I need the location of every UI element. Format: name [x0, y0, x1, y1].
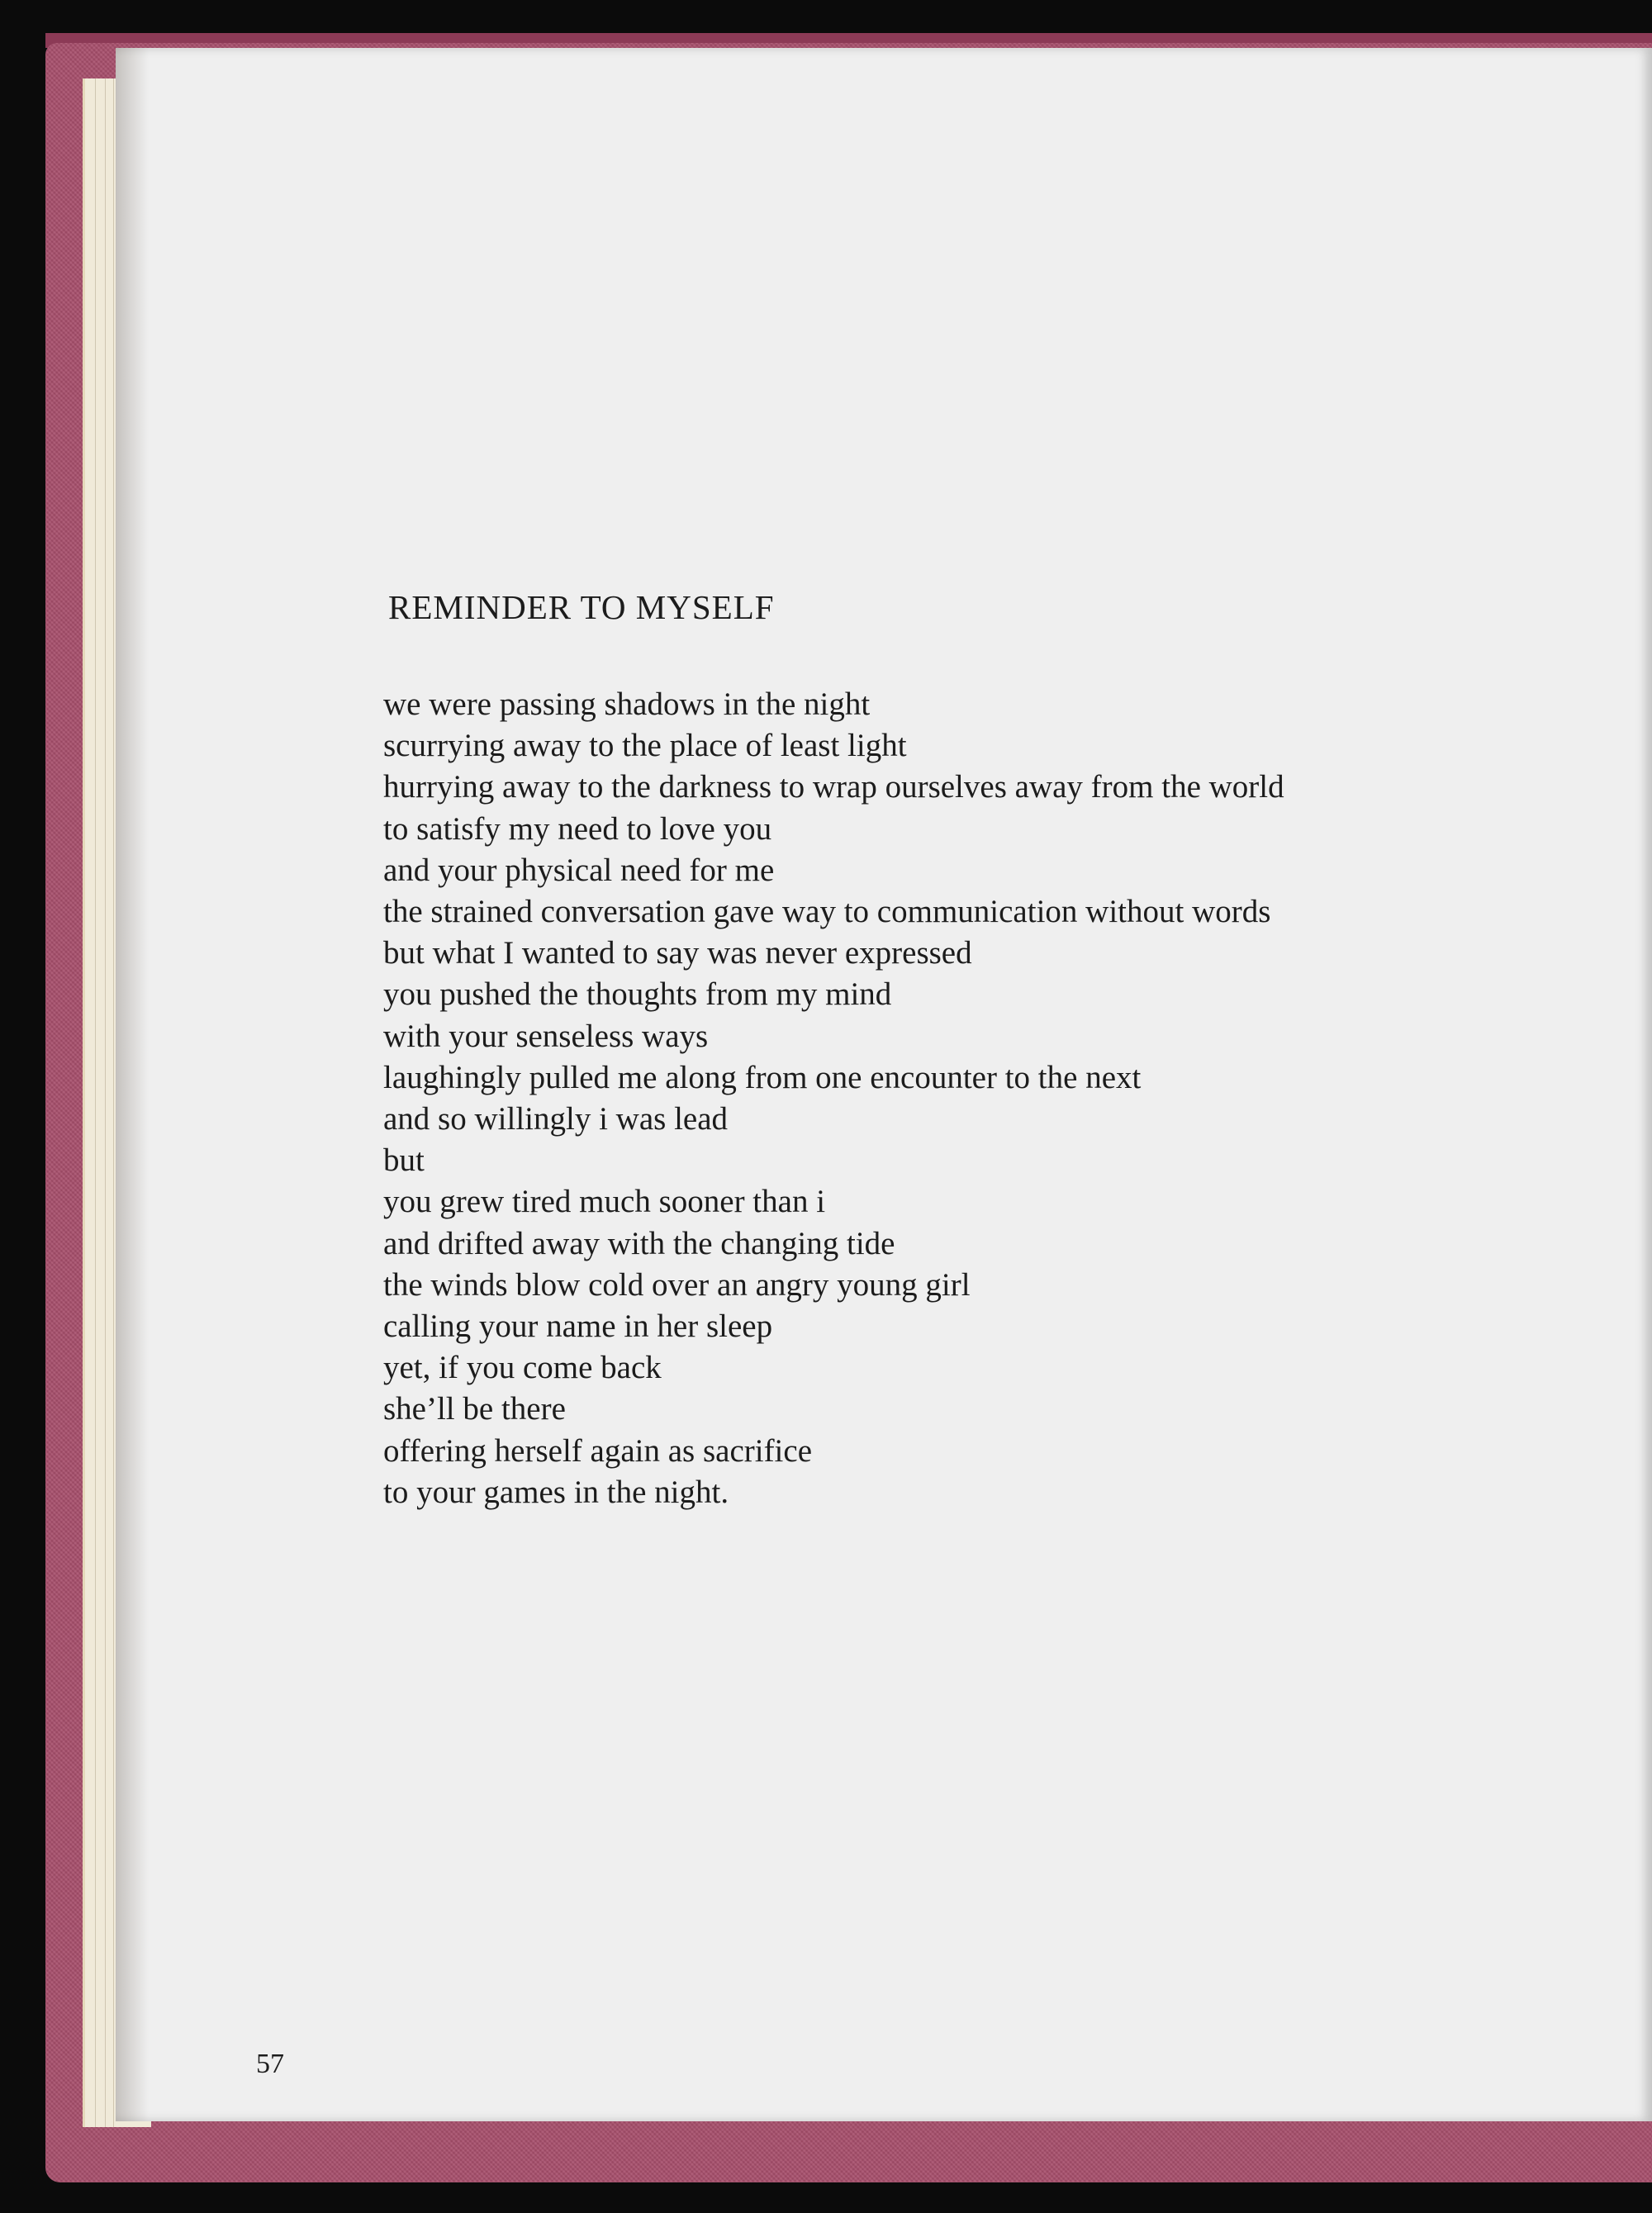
poem-line: with your senseless ways	[383, 1018, 709, 1054]
poem-line: yet, if you come back	[383, 1350, 662, 1386]
poem-line: the winds blow cold over an angry young girl	[383, 1266, 971, 1303]
poem	[268, 588, 1589, 1513]
poem-lines	[268, 684, 1589, 1513]
poem-line: calling your name in her sleep	[383, 1308, 773, 1345]
poem-line: and your physical need for me	[383, 852, 775, 888]
poem-line: to your games in the night.	[383, 1474, 729, 1510]
library-stamp	[117, 1031, 140, 1254]
poem-line: you grew tired much sooner than i	[383, 1184, 826, 1220]
poem-line: offering herself again as sacrifice	[383, 1432, 813, 1469]
poem-line: but	[383, 1142, 425, 1179]
poem-line: to satisfy my need to love you	[383, 810, 772, 847]
poem-line: and drifted away with the changing tide	[383, 1225, 895, 1261]
poem-line: she’ll be there	[383, 1391, 566, 1427]
page-edge-line	[105, 78, 106, 2127]
poem-line: and so willingly i was lead	[383, 1101, 729, 1137]
page-edge-line	[113, 78, 114, 2127]
poem-line: you pushed the thoughts from my mind	[383, 976, 892, 1013]
page-edge-line	[95, 78, 96, 2127]
poem-line: scurrying away to the place of least light	[383, 728, 907, 764]
page-number: 57	[256, 2049, 284, 2079]
poem-line: laughingly pulled me along from one encounter to the next	[383, 1059, 1142, 1095]
poem-title: REMINDER TO MYSELF	[388, 588, 775, 626]
poem-line: hurrying away to the darkness to wrap ourselves away from the world	[383, 769, 1284, 805]
poem-line: the strained conversation gave way to communication without words	[383, 894, 1271, 930]
poem-line: we were passing shadows in the night	[383, 686, 871, 722]
poem-line: but what I wanted to say was never expressed	[383, 935, 972, 971]
